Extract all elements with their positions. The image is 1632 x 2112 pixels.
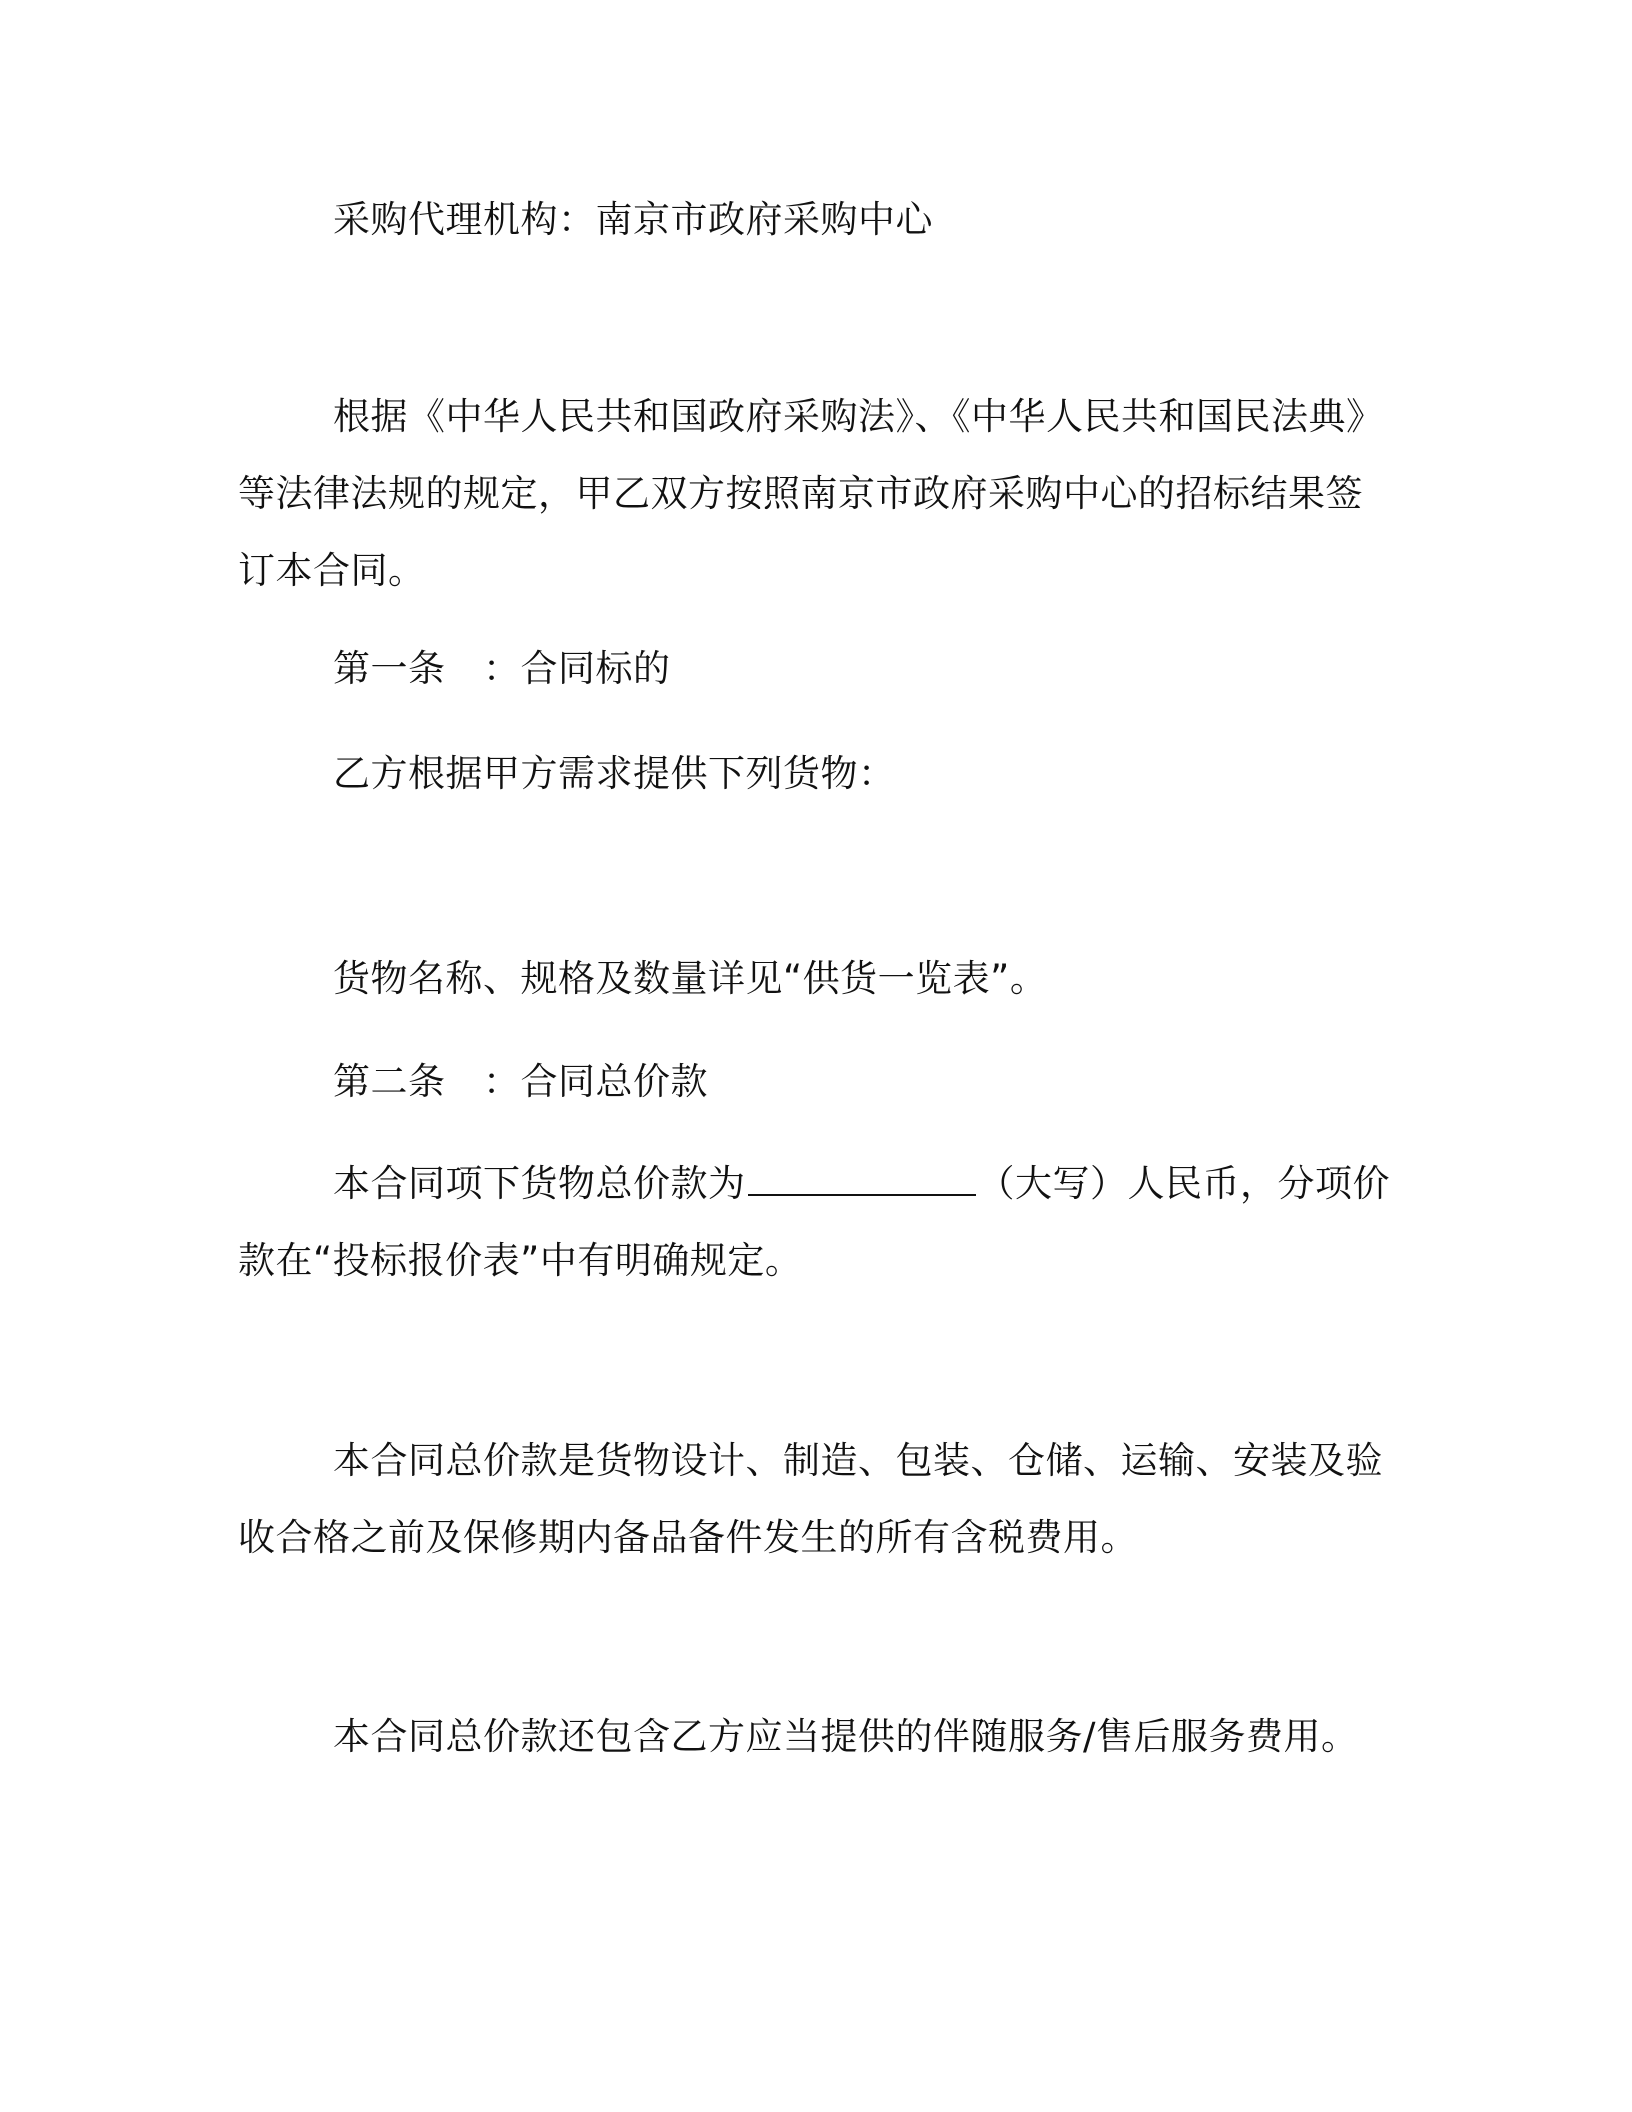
total-price-line-1 — [333, 1160, 1390, 1208]
legal-basis-line-3: 订本合同。 — [238, 549, 426, 592]
total-price-text-before: 本合同项下货物总价款为 — [333, 1162, 746, 1205]
legal-basis-line-1: 根据《中华人民共和国政府采购法》、《中华人民共和国民法典》 — [333, 395, 1384, 438]
total-price-text-after: （大写）人民币，分项价 — [977, 1162, 1390, 1205]
legal-basis-line-2: 等法律法规的规定，甲乙双方按照南京市政府采购中心的招标结果签 — [238, 472, 1363, 515]
price-scope-line-2: 收合格之前及保修期内备品备件发生的所有含税费用。 — [238, 1516, 1138, 1559]
procurement-agency: 采购代理机构：南京市政府采购中心 — [333, 198, 933, 241]
article-1-detail: 货物名称、规格及数量详见“供货一览表”。 — [333, 957, 1048, 1000]
article-1-heading: 第一条 ：合同标的 — [333, 647, 671, 690]
amount-blank — [748, 1160, 976, 1196]
article-1-intro: 乙方根据甲方需求提供下列货物： — [333, 752, 896, 795]
price-scope-line-1: 本合同总价款是货物设计、制造、包装、仓储、运输、安装及验 — [333, 1439, 1383, 1482]
total-price-line-2: 款在“投标报价表”中有明确规定。 — [238, 1239, 803, 1282]
service-fee-line: 本合同总价款还包含乙方应当提供的伴随服务/售后服务费用。 — [333, 1715, 1359, 1758]
article-2-heading: 第二条 ：合同总价款 — [333, 1060, 708, 1103]
